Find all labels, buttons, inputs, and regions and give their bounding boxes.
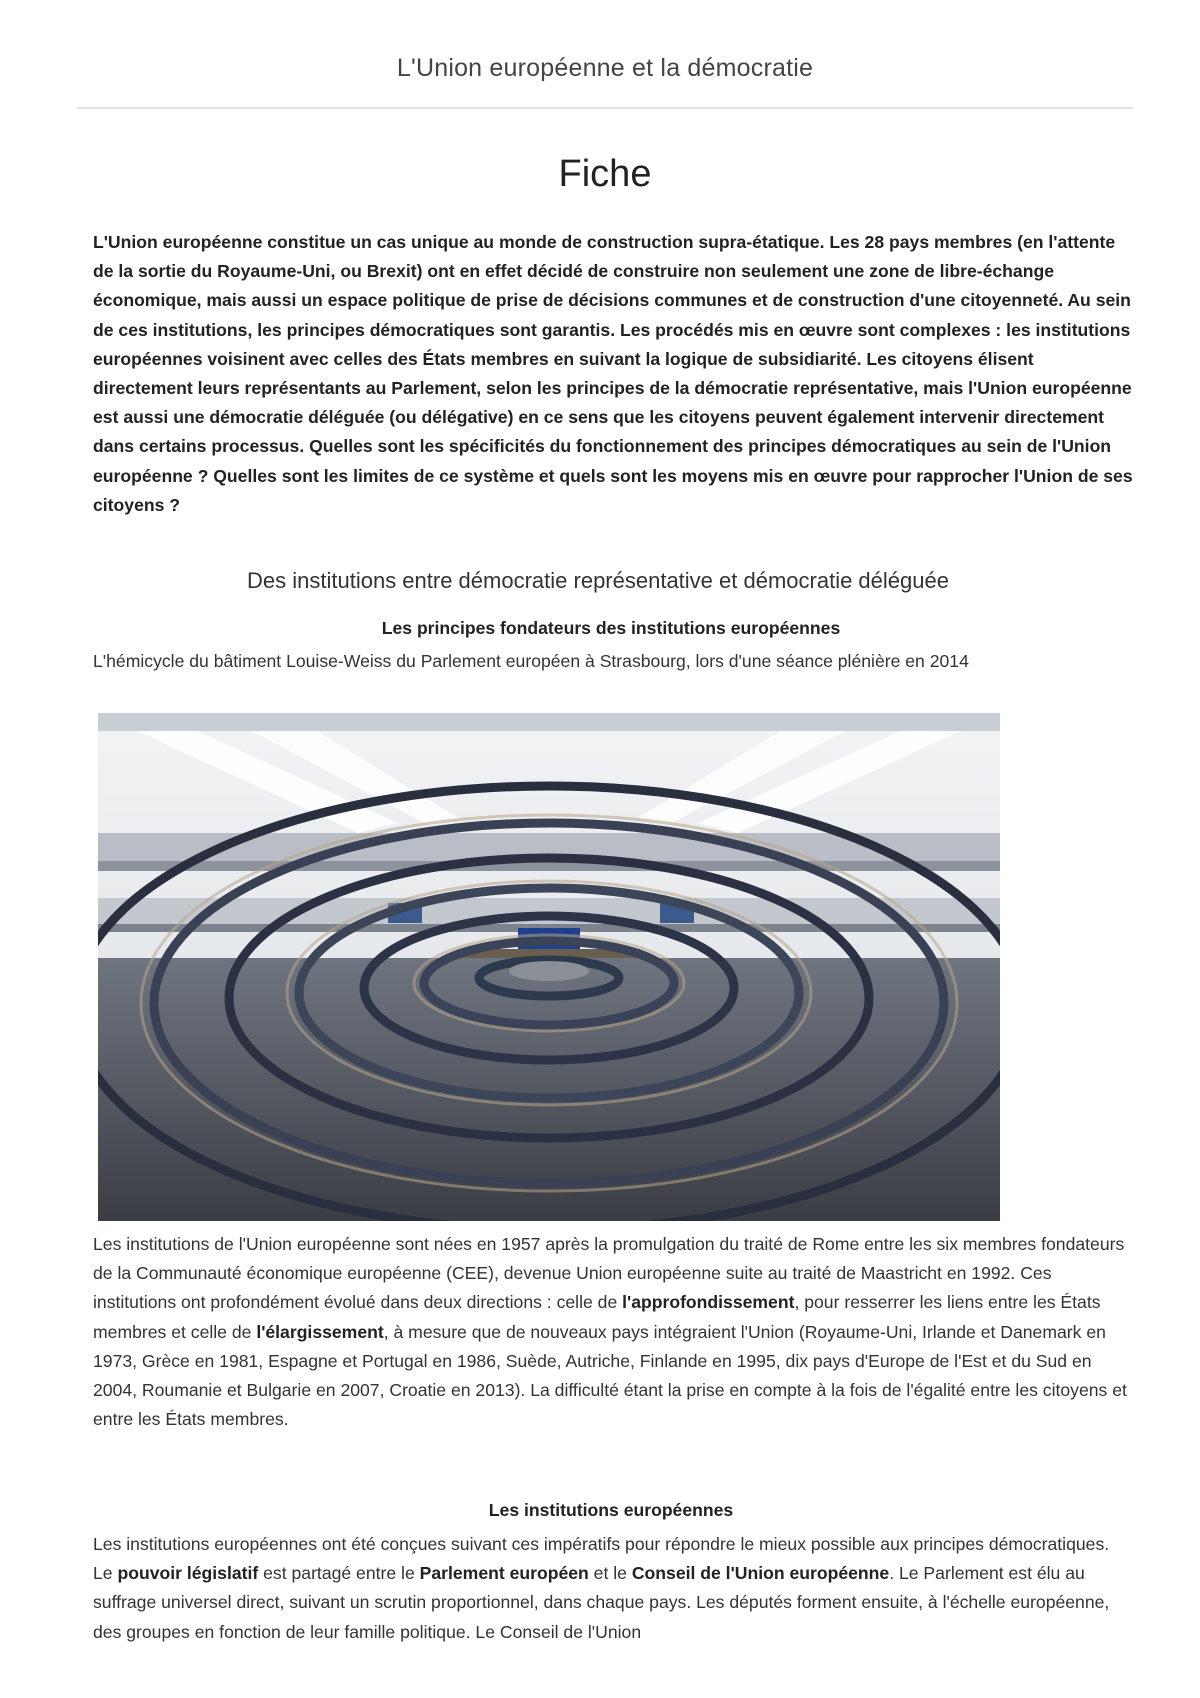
intro-paragraph: L'Union européenne constitue un cas unique au monde de construction supra-étatique. Les 28 pays membres (en l'attente de la sortie du Royaume-Uni, ou Brexit) ont en effet décidé de construire non seulement une zone de libre-échange économique, mais aussi un espace politique de prise de décisions communes et de construction d'une citoyenneté. Au sein de ces institutions, les principes démocratiques sont garantis. Les procédés mis en œuvre sont complexes : les institutions européennes voisinent avec celles des États membres en suivant la logique de subsidiarité. Les citoyens élisent directement leurs représentants au Parlement, selon les principes de la démocratie représentative, mais l'Union européenne est aussi une démocratie déléguée (ou délégative) en ce sens que les citoyens peuvent également intervenir directement dans certains processus. Quelles sont les spécificités du fonctionnement des principes démocratiques au sein de l'Union européenne ? Quelles sont les limites de ce système et quels sont les moyens mis en œuvre pour rapprocher l'Union de ses citoyens ? <box>93 232 1133 515</box>
section-heading: Des institutions entre démocratie représentative et démocratie déléguée <box>247 568 949 593</box>
subsection-heading-institutions: Les institutions européennes <box>488 1500 734 1520</box>
document-header-title: L'Union européenne et la démocratie <box>396 54 814 82</box>
paragraph-institutions-history: Les institutions de l'Union européenne sont nées en 1957 après la promulgation du traité de Rome entre les six membres fondateurs de la Communauté économique européenne (CEE), devenue Union européenne suite au traité de Maastricht en 1992. Ces institutions ont profondément évolué dans deux directions : celle de l'approfondissement, pour resserrer les liens entre les États membres et celle de l'élargissement, à mesure que de nouveaux pays intégraient l'Union (Royaume-Uni, Irlande et Danemark en 1973, Grèce en 1981, Espagne et Portugal en 1986, Suède, Autriche, Finlande en 1995, dix pays d'Europe de l'Est et du Sud en 2004, Roumanie et Bulgarie en 2007, Croatie en 2013). La difficulté étant la prise en compte à la fois de l'égalité entre les citoyens et entre les États membres. <box>93 1234 1127 1430</box>
bold-approfondissement: l'approfondissement <box>622 1292 795 1313</box>
page-title: Fiche <box>558 153 652 196</box>
image-caption: L'hémicycle du bâtiment Louise-Weiss du Parlement européen à Strasbourg, lors d'une séance plénière en 2014 <box>93 651 969 671</box>
bold-parlement-europeen: Parlement européen <box>419 1563 589 1584</box>
hemicycle-photo <box>98 713 1000 1221</box>
header-divider <box>77 107 1133 109</box>
bold-elargissement: l'élargissement <box>256 1321 384 1342</box>
paragraph-institutions-legislative: Les institutions européennes ont été conçues suivant ces impératifs pour répondre le mieux possible aux principes démocratiques. Le pouvoir législatif est partagé entre le Parlement européen et le Conseil de l'Union européenne. Le Parlement est élu au suffrage universel direct, suivant un scrutin proportionnel, dans chaque pays. Les députés forment ensuite, à l'échelle européenne, des groupes en fonction de leur famille politique. Le Conseil de l'Union <box>93 1534 1110 1642</box>
bold-pouvoir-legislatif: pouvoir législatif <box>117 1563 259 1584</box>
bold-conseil-ue: Conseil de l'Union européenne <box>631 1563 890 1584</box>
subsection-heading-principes: Les principes fondateurs des institutions européennes <box>381 618 841 638</box>
